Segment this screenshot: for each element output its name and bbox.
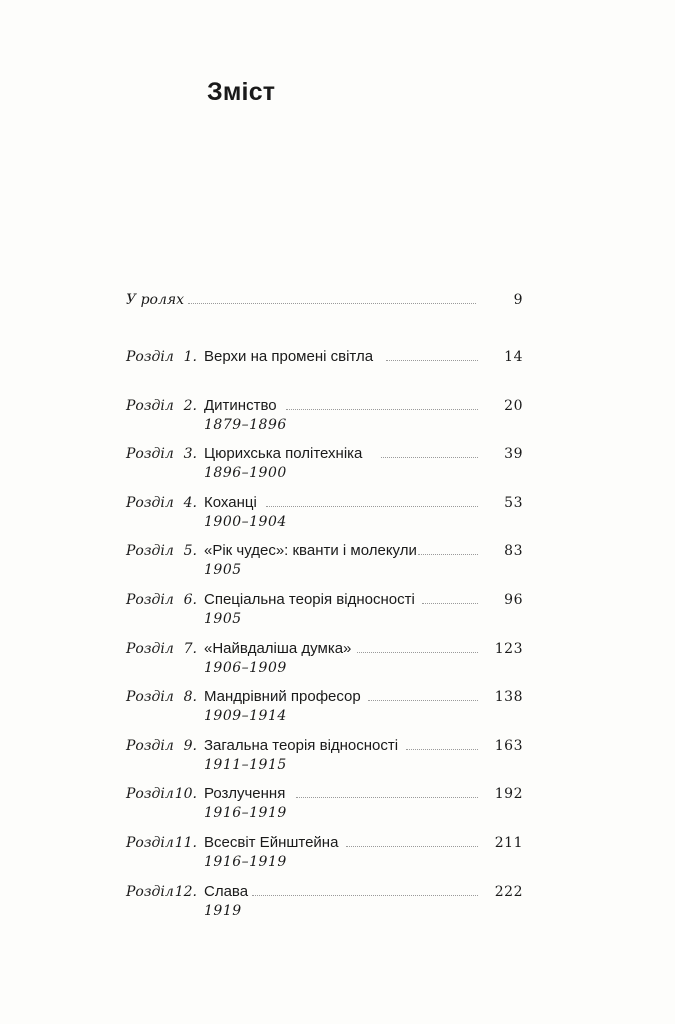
chapter-title: Дитинство xyxy=(204,397,277,414)
chapter-label: Розділ xyxy=(126,884,174,900)
chapter-years: 1911–1915 xyxy=(204,757,287,773)
toc-entry-chapter-3[interactable] xyxy=(0,443,675,465)
chapter-title: Коханці xyxy=(204,494,257,511)
dot-leader xyxy=(252,895,478,896)
chapter-title: Загальна теорія відносності xyxy=(204,737,399,754)
chapter-years: 1896–1900 xyxy=(204,465,287,481)
chapter-page: 20 xyxy=(504,398,523,414)
chapter-number: 12. xyxy=(174,884,197,900)
page-title: Зміст xyxy=(207,78,276,106)
chapter-page: 123 xyxy=(494,641,523,657)
chapter-years: 1916–1919 xyxy=(204,854,287,870)
toc-entry-chapter-12[interactable] xyxy=(0,881,675,903)
dot-leader xyxy=(422,603,478,604)
chapter-number: 8. xyxy=(183,689,197,705)
dot-leader xyxy=(286,409,478,410)
chapter-title: Розлучення xyxy=(204,785,286,802)
dot-leader xyxy=(418,554,478,555)
chapter-number: 7. xyxy=(183,641,197,657)
toc-entry-chapter-5[interactable] xyxy=(0,540,675,562)
chapter-number: 1. xyxy=(183,349,197,365)
chapter-page: 163 xyxy=(494,738,523,754)
chapter-label: Розділ xyxy=(126,641,174,657)
toc-entry-chapter-8[interactable] xyxy=(0,686,675,708)
toc-entry-chapter-7[interactable] xyxy=(0,638,675,660)
chapter-label: Розділ xyxy=(126,446,174,462)
chapter-number: 4. xyxy=(183,495,197,511)
entry-page: 9 xyxy=(513,292,523,308)
chapter-page: 192 xyxy=(494,786,523,802)
chapter-label: Розділ xyxy=(126,398,174,414)
chapter-page: 39 xyxy=(504,446,523,462)
chapter-years: 1909–1914 xyxy=(204,708,287,724)
chapter-years: 1905 xyxy=(204,562,242,578)
dot-leader xyxy=(266,506,478,507)
chapter-label: Розділ xyxy=(126,495,174,511)
chapter-page: 14 xyxy=(504,349,523,365)
chapter-page: 222 xyxy=(494,884,523,900)
chapter-number: 9. xyxy=(183,738,197,754)
chapter-years: 1919 xyxy=(204,903,242,919)
chapter-number: 5. xyxy=(183,543,197,559)
chapter-title: Спеціальна теорія відносності xyxy=(204,591,415,608)
chapter-years: 1916–1919 xyxy=(204,805,287,821)
entry-label: У ролях xyxy=(126,292,185,308)
chapter-page: 211 xyxy=(494,835,523,851)
toc-entry-chapter-1[interactable] xyxy=(0,346,675,368)
dot-leader xyxy=(346,846,478,847)
toc-entry-chapter-4[interactable] xyxy=(0,492,675,514)
chapter-number: 3. xyxy=(183,446,197,462)
chapter-page: 96 xyxy=(504,592,523,608)
chapter-years: 1900–1904 xyxy=(204,514,287,530)
chapter-number: 2. xyxy=(183,398,197,414)
chapter-label: Розділ xyxy=(126,543,174,559)
chapter-page: 53 xyxy=(504,495,523,511)
dot-leader xyxy=(357,652,478,653)
dot-leader xyxy=(188,303,476,304)
chapter-title: Всесвіт Ейнштейна xyxy=(204,834,339,851)
dot-leader xyxy=(381,457,478,458)
chapter-title: Слава xyxy=(204,883,249,900)
chapter-title: «Рік чудес»: кванти і молекули xyxy=(204,542,417,559)
chapter-label: Розділ xyxy=(126,738,174,754)
toc-entry-chapter-11[interactable] xyxy=(0,832,675,854)
dot-leader xyxy=(386,360,478,361)
chapter-number: 10. xyxy=(174,786,197,802)
chapter-label: Розділ xyxy=(126,786,174,802)
chapter-title: Верхи на промені світла xyxy=(204,348,374,365)
toc-entry-chapter-6[interactable] xyxy=(0,589,675,611)
chapter-title: Цюрихська політехніка xyxy=(204,445,363,462)
chapter-page: 83 xyxy=(504,543,523,559)
chapter-number: 6. xyxy=(183,592,197,608)
chapter-label: Розділ xyxy=(126,835,174,851)
dot-leader xyxy=(368,700,478,701)
chapter-years: 1906–1909 xyxy=(204,660,287,676)
chapter-number: 11. xyxy=(174,835,197,851)
chapter-years: 1905 xyxy=(204,611,242,627)
chapter-title: «Найвдаліша думка» xyxy=(204,640,352,657)
chapter-label: Розділ xyxy=(126,592,174,608)
chapter-years: 1879–1896 xyxy=(204,417,287,433)
toc-entry-chapter-9[interactable] xyxy=(0,735,675,757)
chapter-label: Розділ xyxy=(126,689,174,705)
toc-entry-intro[interactable] xyxy=(0,289,675,311)
dot-leader xyxy=(406,749,478,750)
toc-entry-chapter-10[interactable] xyxy=(0,783,675,805)
chapter-title: Мандрівний професор xyxy=(204,688,361,705)
toc-entry-chapter-2[interactable] xyxy=(0,395,675,417)
dot-leader xyxy=(296,797,478,798)
chapter-page: 138 xyxy=(494,689,523,705)
chapter-label: Розділ xyxy=(126,349,174,365)
